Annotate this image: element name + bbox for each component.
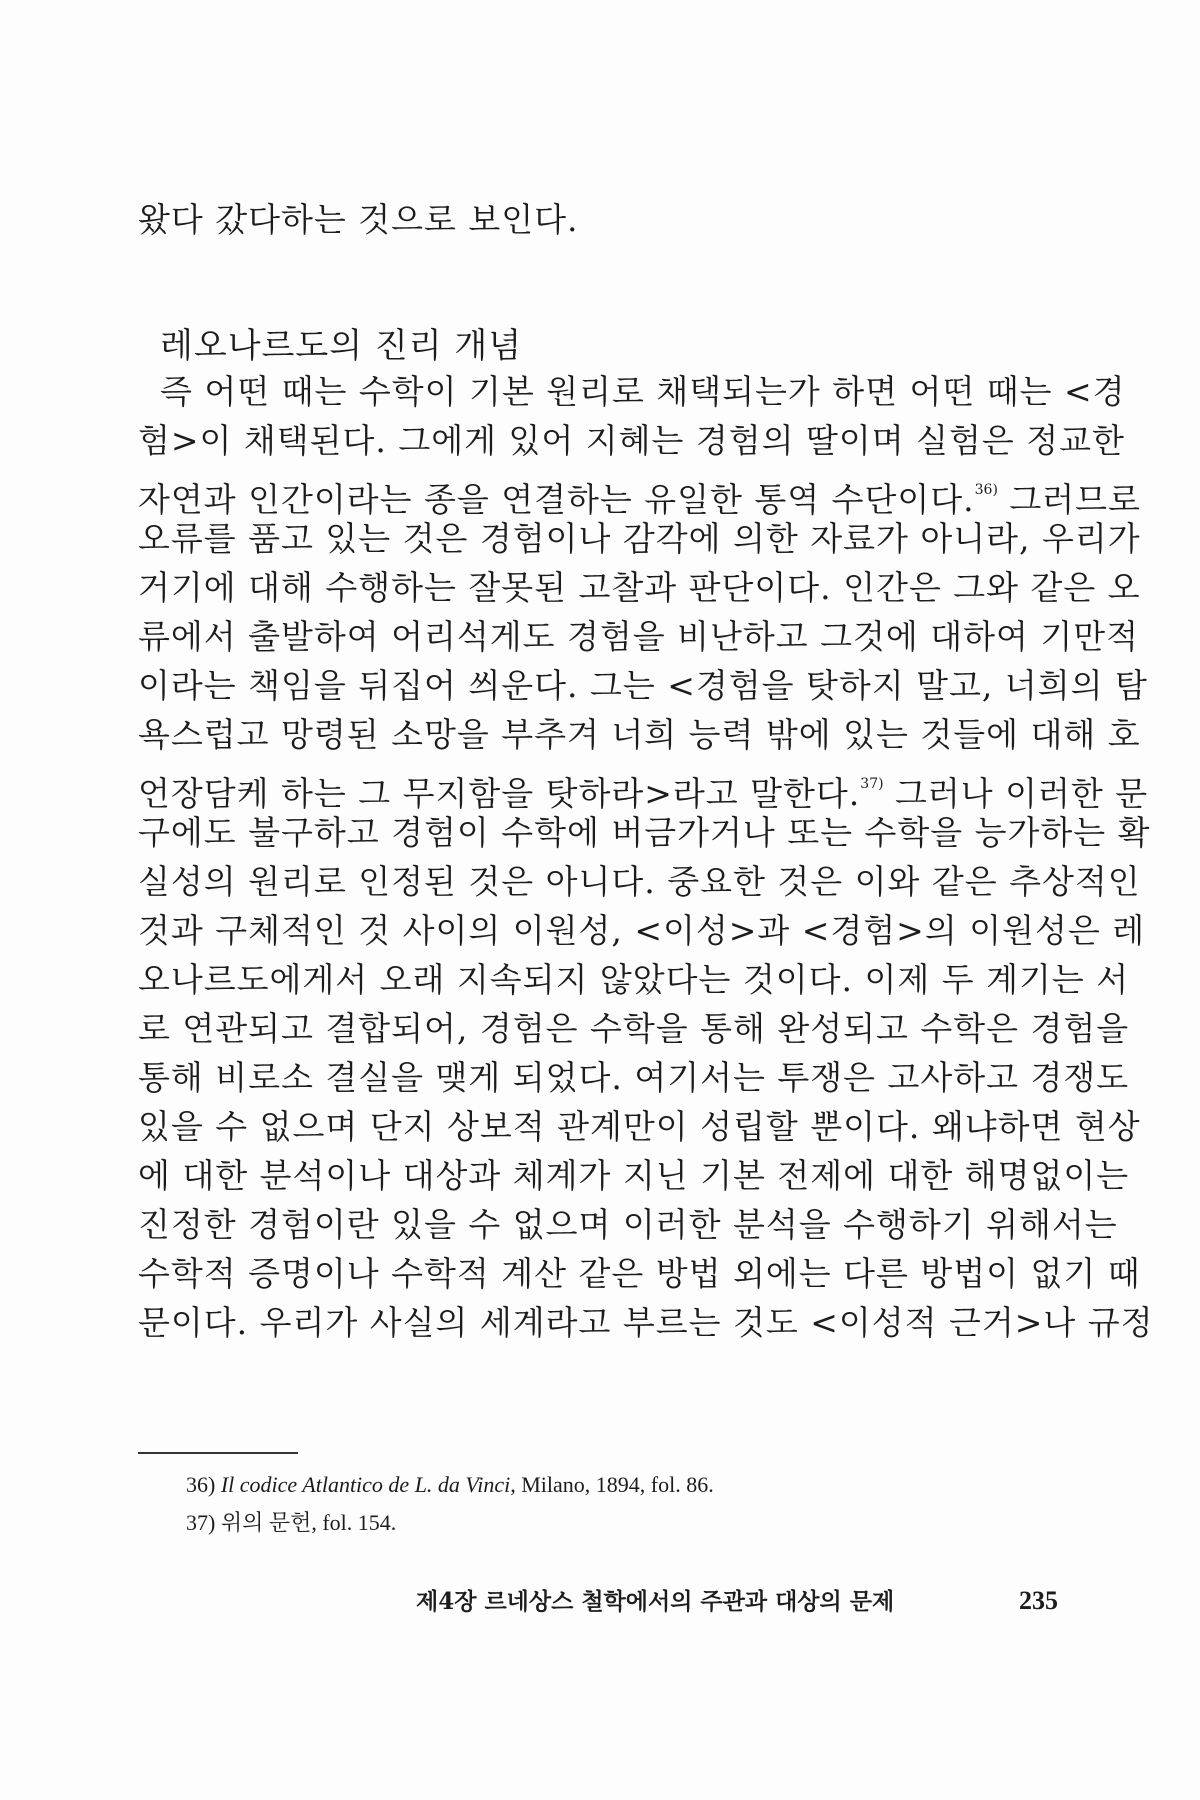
paragraph-line: 진정한 경험이란 있을 수 없으며 이러한 분석을 수행하기 위해서는 <box>138 1205 1118 1244</box>
footnote-text: , Milano, 1894, fol. 86. <box>510 1472 714 1497</box>
chapter-title: 제4장 르네상스 철학에서의 주관과 대상의 문제 <box>416 1588 895 1615</box>
footnote-number: 36) <box>186 1472 216 1497</box>
paragraph-line: 에 대한 분석이나 대상과 체계가 지닌 기본 전제에 대한 해명없이는 <box>138 1156 1130 1195</box>
paragraph-text: 자연과 인간이라는 종을 연결하는 유일한 통역 수단이다. <box>138 480 975 519</box>
paragraph-line: 오류를 품고 있는 것은 경험이나 감각에 의한 자료가 아니라, 우리가 <box>138 519 1141 558</box>
paragraph-line: 구에도 불구하고 경험이 수학에 버금가거나 또는 수학을 능가하는 확 <box>138 813 1151 852</box>
paragraph-line: 있을 수 없으며 단지 상보적 관계만이 성립할 뿐이다. 왜냐하면 현상 <box>138 1107 1141 1146</box>
paragraph-line: 류에서 출발하여 어리석게도 경험을 비난하고 그것에 대하여 기만적 <box>138 617 1140 656</box>
paragraph-line <box>138 764 1149 814</box>
paragraph-line: 욕스럽고 망령된 소망을 부추겨 너희 능력 밖에 있는 것들에 대해 호 <box>138 715 1141 754</box>
paragraph-line: 것과 구체적인 것 사이의 이원성, <이성>과 <경험>의 이원성은 레 <box>138 911 1146 950</box>
paragraph-line: 통해 비로소 결실을 맺게 되었다. 여기서는 투쟁은 고사하고 경쟁도 <box>138 1058 1130 1097</box>
paragraph-line: 로 연관되고 결합되어, 경험은 수학을 통해 완성되고 수학은 경험을 <box>138 1009 1130 1048</box>
paragraph-line: 수학적 증명이나 수학적 계산 같은 방법 외에는 다른 방법이 없기 때 <box>138 1254 1141 1293</box>
paragraph-line <box>138 470 1141 520</box>
paragraph-line: 즉 어떤 때는 수학이 기본 원리로 채택되는가 하면 어떤 때는 <경 <box>160 372 1126 411</box>
paragraph-line: 실성의 원리로 인정된 것은 아니다. 중요한 것은 이와 같은 추상적인 <box>138 862 1141 901</box>
footnote-text: 위의 문헌, fol. 154. <box>220 1510 397 1535</box>
paragraph-line: 이라는 책임을 뒤집어 씌운다. 그는 <경험을 탓하지 말고, 너희의 탐 <box>138 666 1148 705</box>
paragraph-line: 거기에 대해 수행하는 잘못된 고찰과 판단이다. 인간은 그와 같은 오 <box>138 568 1141 607</box>
running-footer <box>416 1583 1058 1616</box>
paragraph-text: 그러나 이러한 문 <box>883 774 1149 813</box>
footnote-36 <box>186 1472 714 1498</box>
page-number: 235 <box>1019 1586 1058 1615</box>
footnote-number: 37) <box>186 1510 216 1535</box>
paragraph-line: 오나르도에게서 오래 지속되지 않았다는 것이다. 이제 두 계기는 서 <box>138 960 1130 999</box>
continuation-line: 왔다 갔다하는 것으로 보인다. <box>138 200 579 239</box>
paragraph-text: 언장담케 하는 그 무지함을 탓하라>라고 말한다. <box>138 774 861 813</box>
footnote-ref-37: 37) <box>860 776 884 792</box>
footnote-work-title: Il codice Atlantico de L. da Vinci <box>220 1472 511 1497</box>
section-heading: 레오나르도의 진리 개념 <box>160 326 523 366</box>
paragraph-line: 험>이 채택된다. 그에게 있어 지혜는 경험의 딸이며 실험은 정교한 <box>138 421 1125 460</box>
footnote-divider <box>138 1452 298 1454</box>
footnote-37 <box>186 1506 396 1537</box>
footnote-ref-36: 36) <box>974 482 998 498</box>
paragraph-line: 문이다. 우리가 사실의 세계라고 부르는 것도 <이성적 근거>나 규정 <box>138 1303 1154 1342</box>
paragraph-text: 그러므로 <box>997 480 1141 519</box>
